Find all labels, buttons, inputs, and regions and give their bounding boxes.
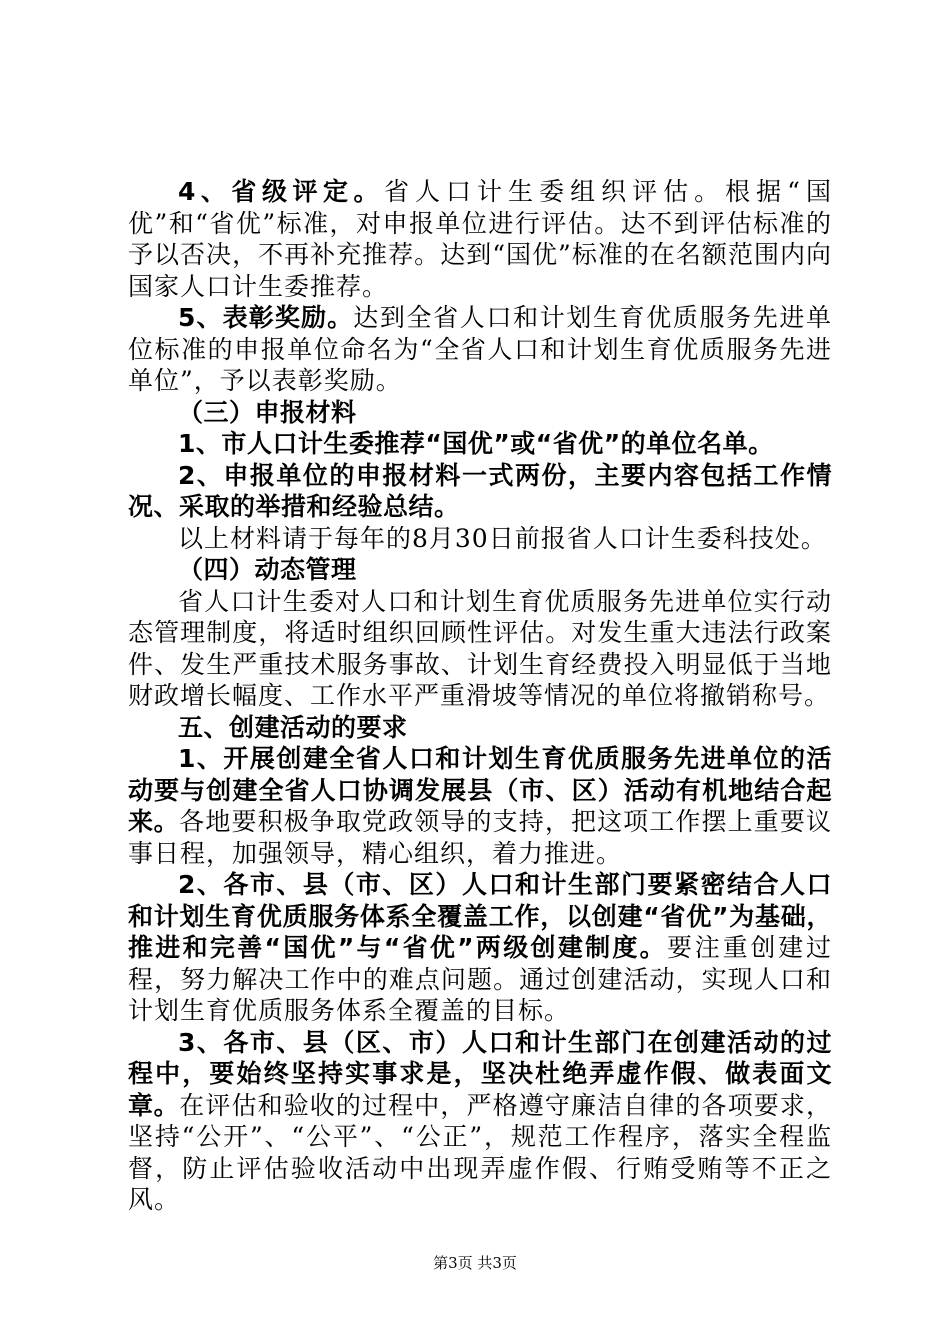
paragraph-lead: 4、省级评定。 bbox=[178, 177, 384, 206]
requirement-2 bbox=[128, 869, 832, 1027]
requirement-2-bold: 2、各市、县（市、区）人口和计生部门要紧密结合人口和计划生育优质服务体系全覆盖工作，以创建“省优”为基础，推进和完善“国优”与“省优”两级创建制度。 bbox=[128, 870, 832, 962]
section3-heading: （三）申报材料 bbox=[178, 397, 357, 427]
section4-heading: （四）动态管理 bbox=[178, 555, 357, 584]
requirement-3-bold: 3、各市、县（区、市）人口和计生部门在创建活动的过程中，要始终坚持实事求是，坚决杜绝弄虚作假、做表面文章。 bbox=[128, 1027, 832, 1120]
paragraph-commendation bbox=[128, 302, 832, 397]
requirement-3-rest: 在评估和验收的过程中，严格遵守廉洁自律的各项要求，坚持“公开”、“公平”、“公正”，规范工作程序，落实全程监督，防止评估验收活动中出现弄虚作假、行贿受贿等不正之风。 bbox=[128, 1090, 832, 1214]
section3-item2: 2、申报单位的申报材料一式两份，主要内容包括工作情况、采取的举措和经验总结。 bbox=[128, 460, 832, 521]
paragraph-lead: 5、表彰奖励。 bbox=[178, 303, 354, 332]
page-footer: 第3页 共3页 bbox=[433, 1254, 517, 1272]
section3-note: 以上材料请于每年的8月30日前报省人口计生委科技处。 bbox=[178, 523, 827, 553]
paragraph-provincial-evaluation bbox=[128, 176, 832, 302]
paragraph-text: 达到全省人口和计划生育优质服务先进单位标准的申报单位命名为“全省人口和计划生育优质服务先进单位”，予以表彰奖励。 bbox=[128, 303, 832, 395]
section5-heading: 五、创建活动的要求 bbox=[178, 712, 408, 742]
section3-item1: 1、市人口计生委推荐“国优”或“省优”的单位名单。 bbox=[178, 429, 774, 458]
requirement-1-bold: 1、开展创建全省人口和计划生育优质服务先进单位的活动要与创建全省人口协调发展县（市、区）活动有机地结合起来。 bbox=[128, 744, 832, 836]
document-body bbox=[128, 176, 832, 1216]
paragraph-text: 省人口计生委组织评估。根据“国优”和“省优”标准，对申报单位进行评估。达不到评估标准的予以否决，不再补充推荐。达到“国优”标准的在名额范围内向国家人口计生委推荐。 bbox=[128, 177, 832, 301]
requirement-1-rest: 各地要积极争取党政领导的支持，把这项工作摆上重要议事日程，加强领导，精心组织，着力推进。 bbox=[128, 807, 832, 868]
section4-text: 省人口计生委对人口和计划生育优质服务先进单位实行动态管理制度，将适时组织回顾性评估。对发生重大违法行政案件、发生严重技术服务事故、计划生育经费投入明显低于当地财政增长幅度、工作水平严重滑坡等情况的单位将撤销称号。 bbox=[128, 586, 832, 710]
requirement-1 bbox=[128, 743, 832, 869]
requirement-3 bbox=[128, 1027, 832, 1216]
requirement-2-rest: 要注重创建过程，努力解决工作中的难点问题。通过创建活动，实现人口和计划生育优质服务体系全覆盖的目标。 bbox=[128, 933, 832, 1025]
